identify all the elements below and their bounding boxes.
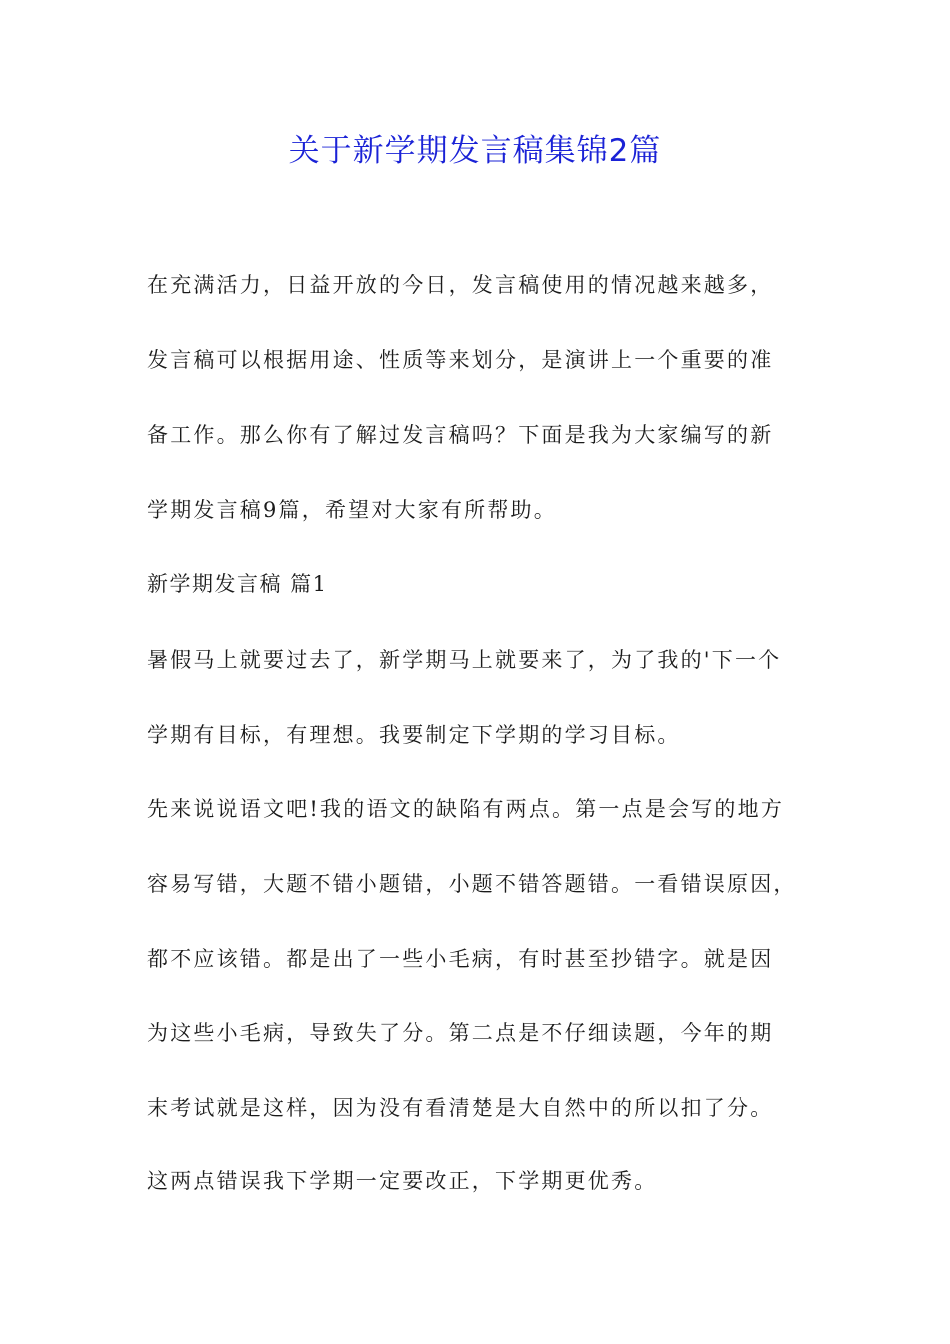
body-line-8: 这两点错误我下学期一定要改正，下学期更优秀。 <box>147 1169 658 1193</box>
intro-line-4: 学期发言稿9篇，希望对大家有所帮助。 <box>147 498 557 522</box>
body-line-1: 暑假马上就要过去了，新学期马上就要来了，为了我的'下一个 <box>147 648 782 672</box>
intro-line-1: 在充满活力，日益开放的今日，发言稿使用的情况越来越多， <box>147 273 774 297</box>
body-line-2: 学期有目标，有理想。我要制定下学期的学习目标。 <box>147 723 681 747</box>
body-line-4: 容易写错，大题不错小题错，小题不错答题错。一看错误原因， <box>147 872 797 896</box>
body-line-7: 末考试就是这样，因为没有看清楚是大自然中的所以扣了分。 <box>147 1096 774 1120</box>
intro-line-3: 备工作。那么你有了解过发言稿吗？下面是我为大家编写的新 <box>147 423 774 447</box>
body-line-5: 都不应该错。都是出了一些小毛病，有时甚至抄错字。就是因 <box>147 947 774 971</box>
body-line-3: 先来说说语文吧!我的语文的缺陷有两点。第一点是会写的地方 <box>147 797 785 821</box>
body-line-6: 为这些小毛病，导致失了分。第二点是不仔细读题，今年的期 <box>147 1021 774 1045</box>
document-title: 关于新学期发言稿集锦2篇 <box>288 133 662 169</box>
intro-line-2: 发言稿可以根据用途、性质等来划分，是演讲上一个重要的准 <box>147 348 774 372</box>
section-heading: 新学期发言稿 篇1 <box>147 572 328 596</box>
